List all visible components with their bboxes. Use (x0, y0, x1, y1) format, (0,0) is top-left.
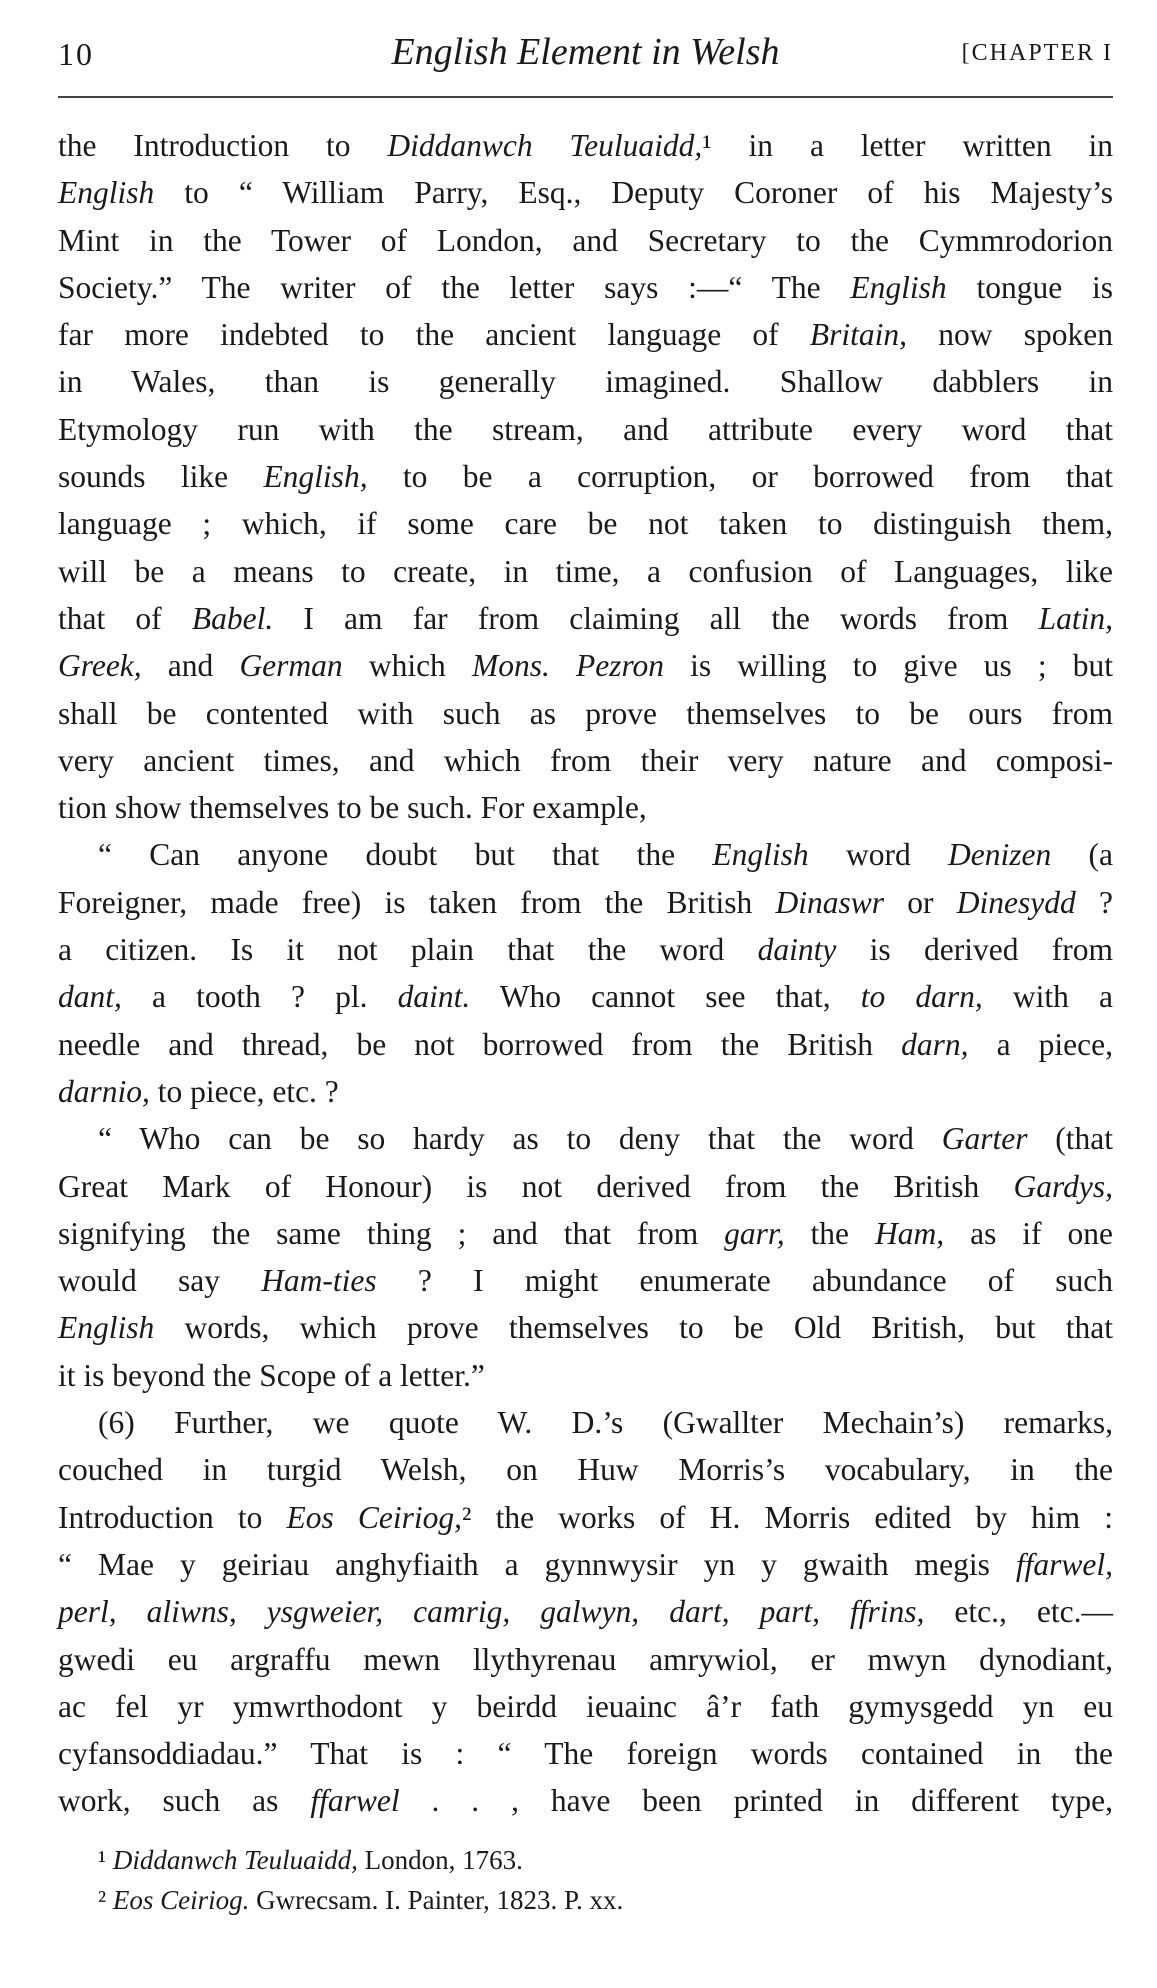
text-line: that of Babel. I am far from claiming all the words from Latin, (58, 600, 1113, 636)
text-line: dant, a tooth ? pl. daint. Who cannot see that, to darn, with a (58, 979, 1113, 1015)
text-line: a citizen. Is it not plain that the word dainty is derived from (58, 932, 1114, 968)
text-line: shall be contented with such as prove themselves to be ours from (58, 695, 1113, 731)
text-line: in Wales, than is generally imagined. Shallow dabblers in (58, 364, 1113, 400)
text-line: the Introduction to Diddanwch Teuluaidd,¹ in a letter written in (58, 128, 1114, 163)
body-text (58, 122, 1113, 1825)
text-line: (6) Further, we quote W. D.’s (Gwallter Mechain’s) remarks, (98, 1405, 1113, 1441)
text-line: tion show themselves to be such. For example, (58, 790, 647, 826)
text-line: English words, which prove themselves to be Old British, but that (58, 1310, 1113, 1346)
text-line: cyfansoddiadau.” That is : “ The foreign words contained in the (58, 1736, 1113, 1772)
text-line: Mint in the Tower of London, and Secretary to the Cymmrodorion (58, 222, 1113, 258)
text-line: “ Who can be so hardy as to deny that the word Garter (that (98, 1121, 1113, 1157)
text-line: it is beyond the Scope of a letter.” (58, 1357, 485, 1393)
text-line: “ Can anyone doubt but that the English word Denizen (a (98, 837, 1113, 873)
text-line: darnio, to piece, etc. ? (58, 1073, 339, 1109)
text-line: Introduction to Eos Ceiriog,² the works of H. Morris edited by him : (58, 1499, 1113, 1535)
text-line: Greek, and German which Mons. Pezron is willing to give us ; but (58, 648, 1114, 684)
chapter-label: [CHAPTER I (961, 40, 1113, 66)
text-line: couched in turgid Welsh, on Huw Morris’s vocabulary, in the (58, 1452, 1113, 1488)
text-line: needle and thread, be not borrowed from the British darn, a piece, (58, 1026, 1113, 1062)
text-line: ac fel yr ymwrthodont y beirdd ieuainc â’r fath gymysgedd yn eu (58, 1688, 1113, 1724)
running-title: English Element in Welsh (391, 31, 780, 73)
text-line: perl, aliwns, ysgweier, camrig, galwyn, dart, part, ffrins, etc., etc.— (58, 1594, 1113, 1630)
text-line: language ; which, if some care be not taken to distinguish them, (58, 506, 1113, 542)
text-line: will be a means to create, in time, a confusion of Languages, like (58, 553, 1113, 589)
text-line: Society.” The writer of the letter says :—“ The English tongue is (58, 269, 1113, 305)
header-rule (58, 96, 1113, 98)
text-line: Great Mark of Honour) is not derived from the British Gardys, (58, 1168, 1113, 1204)
page-number: 10 (58, 36, 94, 72)
text-line: would say Ham-ties ? I might enumerate abundance of such (58, 1263, 1113, 1299)
text-line: very ancient times, and which from their very nature and composi- (58, 742, 1113, 778)
text-line: sounds like English, to be a corruption, or borrowed from that (58, 459, 1113, 495)
text-line: Etymology run with the stream, and attribute every word that (58, 411, 1113, 447)
text-line: Foreigner, made free) is taken from the British Dinaswr or Dinesydd ? (58, 884, 1114, 920)
text-line: signifying the same thing ; and that from garr, the Ham, as if one (58, 1215, 1113, 1251)
text-line: gwedi eu argraffu mewn llythyrenau amrywiol, er mwyn dynodiant, (58, 1641, 1113, 1677)
text-line: work, such as ffarwel . . , have been printed in different type, (58, 1783, 1114, 1819)
footnote-1: ¹ Diddanwch Teuluaidd, London, 1763. (98, 1845, 523, 1875)
text-line: English to “ William Parry, Esq., Deputy Coroner of his Majesty’s (58, 175, 1113, 211)
footnotes (98, 1840, 1098, 1920)
text-line: “ Mae y geiriau anghyfiaith a gynnwysir yn y gwaith megis ffarwel, (58, 1546, 1113, 1582)
footnote-2: ² Eos Ceiriog. Gwrecsam. I. Painter, 1823. P. xx. (98, 1885, 624, 1915)
running-header (58, 30, 1113, 80)
text-line: far more indebted to the ancient language of Britain, now spoken (58, 317, 1113, 353)
